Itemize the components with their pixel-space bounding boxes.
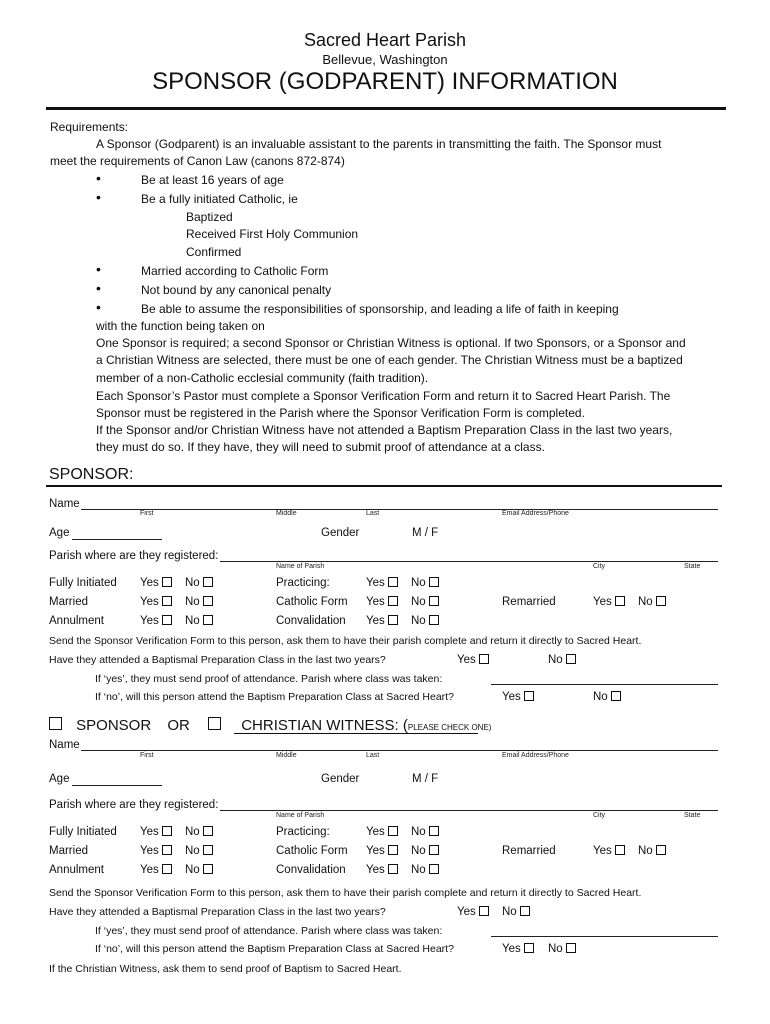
age-label-2: Age [49, 773, 70, 785]
attend-yes-2[interactable]: Yes [502, 943, 534, 955]
rm-no[interactable]: No [638, 596, 666, 608]
attend-no-2[interactable]: No [548, 943, 576, 955]
ma-yes-2[interactable]: Yes [140, 845, 172, 857]
bullet-icon: • [96, 189, 101, 205]
age-field[interactable] [72, 539, 162, 540]
state-caption: State [684, 563, 701, 570]
sponsor-heading: SPONSOR: [49, 466, 134, 483]
email-caption-2: Email Address/Phone [502, 752, 569, 759]
ma-yes[interactable]: Yes [140, 596, 172, 608]
sponsor-option: SPONSOR [76, 717, 152, 734]
checkbox-icon [162, 864, 172, 874]
an-no[interactable]: No [185, 615, 213, 627]
gender-label: Gender [321, 527, 360, 539]
checkbox-icon [162, 577, 172, 587]
witness-underline [234, 733, 478, 734]
cf-no-2[interactable]: No [411, 845, 439, 857]
checkbox-icon [203, 845, 213, 855]
parish-caption: Name of Parish [276, 563, 325, 570]
req-para-3b: they must do so. If they have, they will need to submit proof of attendance at a class. [96, 440, 545, 454]
fully-initiated-label-2: Fully Initiated [49, 826, 117, 838]
name-field[interactable] [81, 509, 718, 510]
age-label: Age [49, 527, 70, 539]
rm-no-2[interactable]: No [638, 845, 666, 857]
checkbox-icon [524, 691, 534, 701]
pr-yes-2[interactable]: Yes [366, 826, 398, 838]
name-field-2[interactable] [81, 750, 718, 751]
last-caption: Last [366, 510, 380, 517]
checkbox-icon [429, 577, 439, 587]
or-label: OR [167, 717, 190, 734]
attend-no[interactable]: No [593, 691, 621, 703]
req-penalty: Not bound by any canonical penalty [141, 283, 332, 297]
pr-no[interactable]: No [411, 577, 439, 589]
checkbox-icon [479, 654, 489, 664]
checkbox-icon [479, 906, 489, 916]
bullet-icon: • [96, 170, 101, 186]
checkbox-icon [429, 615, 439, 625]
send-form-note-2: Send the Sponsor Verification Form to this person, ask them to have their parish complete and return it directly to Sacred Heart. [49, 887, 642, 899]
checkbox-icon [656, 596, 666, 606]
witness-checkbox-icon[interactable] [208, 717, 221, 730]
an-yes[interactable]: Yes [140, 615, 172, 627]
checkbox-icon [162, 615, 172, 625]
req-age: Be at least 16 years of age [141, 173, 284, 187]
parish-label-2: Parish where are they registered: [49, 799, 219, 811]
fi-no[interactable]: No [185, 577, 213, 589]
parish-city: Bellevue, Washington [322, 52, 448, 67]
checkbox-icon [203, 864, 213, 874]
middle-caption-2: Middle [276, 752, 297, 759]
checkbox-icon [203, 577, 213, 587]
cf-yes-2[interactable]: Yes [366, 845, 398, 857]
pr-no-2[interactable]: No [411, 826, 439, 838]
checkbox-icon [203, 826, 213, 836]
send-form-note: Send the Sponsor Verification Form to this person, ask them to have their parish complete and return it directly to Sacred Heart. [49, 635, 642, 647]
ma-no[interactable]: No [185, 596, 213, 608]
age-field-2[interactable] [72, 785, 162, 786]
checkbox-icon [388, 826, 398, 836]
req-para-1a: One Sponsor is required; a second Sponsor or Christian Witness is optional. If two Sponsors, or a Sponsor and [96, 336, 686, 350]
cv-yes[interactable]: Yes [366, 615, 398, 627]
annulment-label-2: Annulment [49, 864, 104, 876]
fi-no-2[interactable]: No [185, 826, 213, 838]
catholic-form-label: Catholic Form [276, 596, 348, 608]
parish-field[interactable] [220, 561, 718, 562]
bullet-icon: • [96, 299, 101, 315]
cf-yes[interactable]: Yes [366, 596, 398, 608]
page-title: SPONSOR (GODPARENT) INFORMATION [152, 68, 618, 95]
bullet-icon: • [96, 261, 101, 277]
sponsor-checkbox-icon[interactable] [49, 717, 62, 730]
convalidation-label-2: Convalidation [276, 864, 346, 876]
checkbox-icon [566, 654, 576, 664]
parish-field-2[interactable] [220, 810, 718, 811]
checkbox-icon [615, 596, 625, 606]
cv-yes-2[interactable]: Yes [366, 864, 398, 876]
req-para-1b: a Christian Witness are selected, there must be one of each gender. The Christian Witness must be a baptized [96, 353, 683, 367]
req-assume-2: with the function being taken on [96, 319, 265, 333]
an-yes-2[interactable]: Yes [140, 864, 172, 876]
if-yes-note: If ‘yes’, they must send proof of attendance. Parish where class was taken: [95, 673, 443, 685]
checkbox-icon [162, 845, 172, 855]
gender-label-2: Gender [321, 773, 360, 785]
middle-caption: Middle [276, 510, 297, 517]
req-married: Married according to Catholic Form [141, 264, 329, 278]
req-para-1c: member of a non-Catholic ecclesial community (faith tradition). [96, 371, 429, 385]
checkbox-icon [429, 826, 439, 836]
name-label: Name [49, 498, 80, 510]
checkbox-icon [388, 845, 398, 855]
practicing-label-2: Practicing: [276, 826, 330, 838]
title-rule [46, 107, 726, 110]
if-no-note-2: If ‘no’, will this person attend the Baptism Preparation Class at Sacred Heart? [95, 943, 454, 955]
rm-yes[interactable]: Yes [593, 596, 625, 608]
sponsor-type-heading [49, 717, 491, 734]
remarried-label-2: Remarried [502, 845, 556, 857]
req-sub-communion: Received First Holy Communion [186, 227, 359, 241]
parish-name: Sacred Heart Parish [303, 30, 467, 50]
req-para-2a: Each Sponsor’s Pastor must complete a Sponsor Verification Form and return it to Sacred Heart Parish. The [96, 389, 671, 403]
fi-yes[interactable]: Yes [140, 577, 172, 589]
if-yes-note-2: If ‘yes’, they must send proof of attendance. Parish where class was taken: [95, 925, 443, 937]
checkbox-icon [203, 596, 213, 606]
convalidation-label: Convalidation [276, 615, 346, 627]
checkbox-icon [388, 596, 398, 606]
witness-option: CHRISTIAN WITNESS: ( [241, 717, 408, 734]
req-intro-1: A Sponsor (Godparent) is an invaluable assistant to the parents in transmitting the faith. The Sponsor must [96, 137, 662, 151]
check-one-note: PLEASE CHECK ONE) [407, 723, 492, 732]
checkbox-icon [656, 845, 666, 855]
cv-no-2[interactable]: No [411, 864, 439, 876]
ma-no-2[interactable]: No [185, 845, 213, 857]
req-intro-2: meet the requirements of Canon Law (canons 872-874) [50, 154, 345, 168]
pr-yes[interactable]: Yes [366, 577, 398, 589]
married-label-2: Married [49, 845, 88, 857]
an-no-2[interactable]: No [185, 864, 213, 876]
parish-caption-2: Name of Parish [276, 812, 325, 819]
if-no-note: If ‘no’, will this person attend the Baptism Preparation Class at Sacred Heart? [95, 691, 454, 703]
req-assume-1: Be able to assume the responsibilities of sponsorship, and leading a life of faith in keeping [141, 302, 619, 316]
checkbox-icon [429, 864, 439, 874]
checkbox-icon [429, 845, 439, 855]
class-parish-field[interactable] [491, 684, 718, 685]
req-para-2b: Sponsor must be registered in the Parish where the Sponsor Verification Form is completed. [96, 406, 585, 420]
att-no[interactable]: No [548, 654, 576, 666]
att-yes-2[interactable]: Yes [457, 906, 489, 918]
checkbox-icon [611, 691, 621, 701]
cv-no[interactable]: No [411, 615, 439, 627]
requirements-heading: Requirements: [50, 120, 129, 134]
checkbox-icon [388, 615, 398, 625]
parish-label: Parish where are they registered: [49, 550, 219, 562]
first-caption-2: First [140, 752, 154, 759]
city-caption-2: City [593, 812, 606, 819]
checkbox-icon [162, 596, 172, 606]
checkbox-icon [162, 826, 172, 836]
att-no-2[interactable]: No [502, 906, 530, 918]
state-caption-2: State [684, 812, 701, 819]
married-label: Married [49, 596, 88, 608]
req-sub-baptized: Baptized [186, 210, 233, 224]
bullet-icon: • [96, 280, 101, 296]
sponsor-rule [46, 485, 722, 487]
checkbox-icon [524, 943, 534, 953]
req-sub-confirmed: Confirmed [186, 245, 242, 259]
fully-initiated-label: Fully Initiated [49, 577, 117, 589]
fi-yes-2[interactable]: Yes [140, 826, 172, 838]
name-label-2: Name [49, 739, 80, 751]
checkbox-icon [566, 943, 576, 953]
remarried-label: Remarried [502, 596, 556, 608]
attend-yes[interactable]: Yes [502, 691, 534, 703]
last-caption-2: Last [366, 752, 380, 759]
city-caption: City [593, 563, 606, 570]
email-caption: Email Address/Phone [502, 510, 569, 517]
gender-options[interactable]: M / F [412, 527, 439, 539]
attended-question-2: Have they attended a Baptismal Preparation Class in the last two years? [49, 906, 386, 918]
cf-no[interactable]: No [411, 596, 439, 608]
checkbox-icon [388, 577, 398, 587]
rm-yes-2[interactable]: Yes [593, 845, 625, 857]
gender-options-2[interactable]: M / F [412, 773, 439, 785]
catholic-form-label-2: Catholic Form [276, 845, 348, 857]
first-caption: First [140, 510, 154, 517]
class-parish-field-2[interactable] [491, 936, 718, 937]
checkbox-icon [615, 845, 625, 855]
annulment-label: Annulment [49, 615, 104, 627]
att-yes[interactable]: Yes [457, 654, 489, 666]
checkbox-icon [203, 615, 213, 625]
checkbox-icon [388, 864, 398, 874]
req-para-3a: If the Sponsor and/or Christian Witness have not attended a Baptism Preparation Class in the last two years, [96, 423, 673, 437]
practicing-label: Practicing: [276, 577, 330, 589]
checkbox-icon [520, 906, 530, 916]
witness-proof-note: If the Christian Witness, ask them to send proof of Baptism to Sacred Heart. [49, 963, 402, 975]
checkbox-icon [429, 596, 439, 606]
req-catholic: Be a fully initiated Catholic, ie [141, 192, 298, 206]
attended-question: Have they attended a Baptismal Preparation Class in the last two years? [49, 654, 386, 666]
